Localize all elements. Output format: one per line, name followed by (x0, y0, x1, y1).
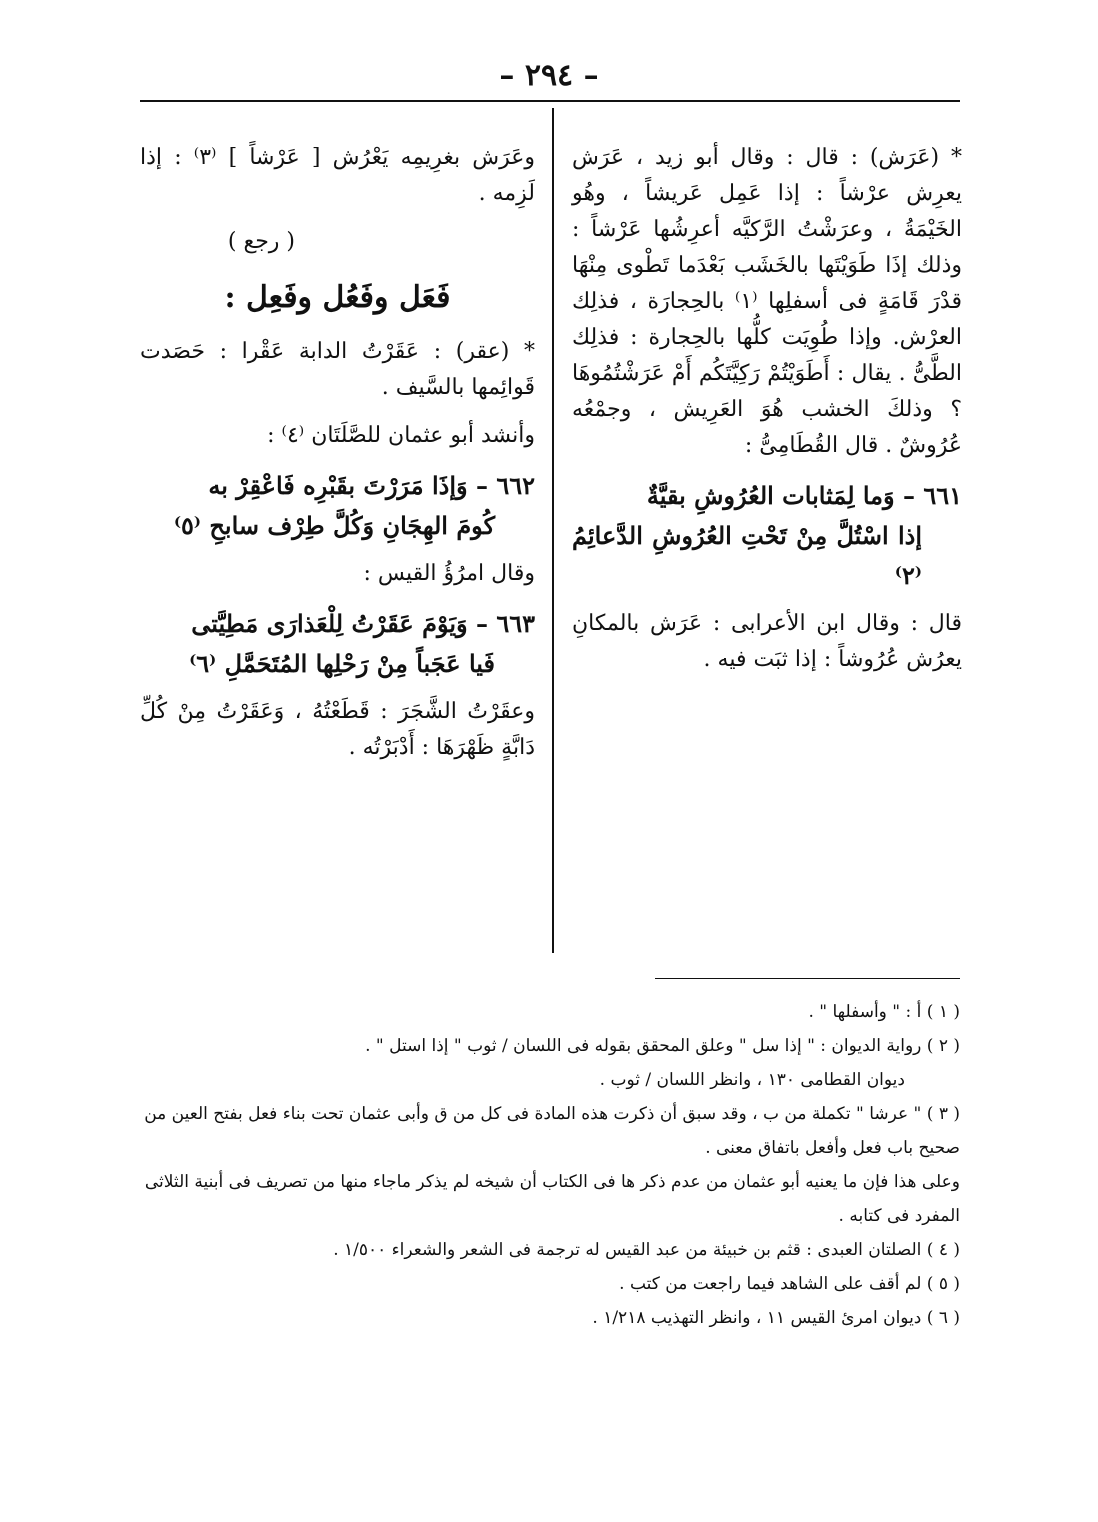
verse-hemistich: كُومَ الهِجَانِ وَكُلَّ طِرْف سابحِ ⁽٥⁾ (173, 511, 495, 540)
footnote-3-continued: وعلى هذا فإن ما يعنيه أبو عثمان من عدم ذكر ها فى الكتاب أن شيخه لم يذكر ماجاء منها من تصريف فى أبنية الثلاثى المفرد فى كتابه . (144, 1172, 960, 1226)
footnote-6: ( ٦ ) ديوان امرئ القيس ١١ ، وانظر التهذيب ١/٢١٨ . (592, 1308, 960, 1328)
verse-intro: وقال امرُؤُ القيس : (363, 561, 535, 586)
entry-arsh-closing: قال : وقال ابن الأعرابى : عَرَش بالمكانِ يعرُش عُرُوشاً : إذا ثبَت فيه . (572, 611, 962, 672)
footnote-2: ( ٢ ) رواية الديوان : " إذا سل " وعلق المحقق بقوله فى اللسان / ثوب " إذا استل " . (365, 1036, 960, 1056)
left-column (140, 140, 535, 778)
footnote-2-continued: ديوان القطامى ١٣٠ ، وانظر اللسان / ثوب . (599, 1070, 905, 1090)
column-divider (552, 108, 554, 953)
section-title: فَعَل وفَعُل وفَعِل : (224, 280, 451, 315)
entry-aqr-closing: وعقَرْتُ الشَّجَرَ : قَطَعْتُهُ ، وَعَقَرْتُ مِنْ كُلِّ دَابَّةٍ ظَهْرَهَا : أَدْبَرْتُه . (140, 699, 535, 760)
footnote-1: ( ١ ) أ : " وأسفلها " . (808, 1002, 960, 1022)
verse-hemistich: إذا اسْتُلَّ مِنْ تَحْتِ العُرُوشِ الدَّعائِمُ ⁽٢⁾ (572, 521, 922, 590)
verse-hemistich: فَيا عَجَباً مِنْ رَحْلِها المُتَحَمَّلِ ⁽٦⁾ (189, 649, 495, 678)
verse-intro: وأنشد أبو عثمان للصَّلَتَان ⁽٤⁾ : (267, 423, 535, 448)
page-number: – ٢٩٤ – (499, 58, 599, 93)
entry-aqr-text: * (عقر) : عَقَرْتُ الدابة عَقْرا : حَصَدت قَوائِمها بالسَّيف . (140, 339, 535, 400)
footnote-3: ( ٣ ) " عرشا " تكملة من ب ، وقد سبق أن ذكرت هذه المادة فى كل من ق وأبى عثمان تحت بناء فعل بفتح العين من صحيح باب فعل وأفعل باتفاق معنى . (144, 1104, 960, 1158)
footnote-5: ( ٥ ) لم أقف على الشاهد فيما راجعت من كتب . (619, 1274, 960, 1294)
verse-662 (140, 466, 535, 546)
right-column (572, 140, 962, 690)
footnote-4: ( ٤ ) الصلتان العبدى : قثم بن خبيئة من عبد القيس له ترجمة فى الشعر والشعراء ١/٥٠٠ . (333, 1240, 960, 1260)
entry-arsh-text: * (عَرَش) : قال : وقال أبو زيد ، عَرَش يعرِش عرْشاً : إذا عَمِل عَريشاً ، وهُو الخَيْمَةُ ، وعرَشْتُ الرَّكيَّه أعرِشُها عَرْشاً : وذلك إذَا طَوَيْتَها بالخَشَب بَعْدَما تَطْوى مِنْهَا قدْرَ قَامَةٍ فى أسفلِها ⁽١⁾ بالحِجارَة ، فذلِك العرْش. وإذا طُوِيَت كلُّها بالحِجارة : فذلِك الطَّىُّ . يقال : أَطَوَيْتُمْ رَكِيَّتَكُم أَمْ عَرَشْتُمُوهَا ؟ وذلكَ الخشب هُوَ العَرِيش ، وجمْعُه عُرُوشٌ . قال القُطَامِىُّ : (572, 145, 962, 458)
entry-arsh-continued: وعَرَش بغرِيمِه يَعْرُش [ عَرْشاً ] ⁽٣⁾ : إذا لَزِمه . (140, 145, 535, 206)
footnote-rule (655, 978, 960, 979)
verse-663 (140, 604, 535, 684)
footnotes (140, 995, 960, 1335)
verse-hemistich: ٦٦٣ – وَيَوْمَ عَقَرْتُ لِلْعَذارَى مَطِيَّتى (191, 609, 535, 638)
raja-marker: ( رجع ) (227, 229, 295, 254)
verse-hemistich: ٦٦٢ – وَإذَا مَرَرْتَ بقَبْرِه فَاعْقِرْ به (208, 471, 535, 500)
header-rule (140, 100, 960, 102)
verse-hemistich: ٦٦١ – وَما لِمَثابات العُرُوشِ بقيَّةٌ (646, 481, 962, 510)
verse-661 (572, 476, 962, 596)
